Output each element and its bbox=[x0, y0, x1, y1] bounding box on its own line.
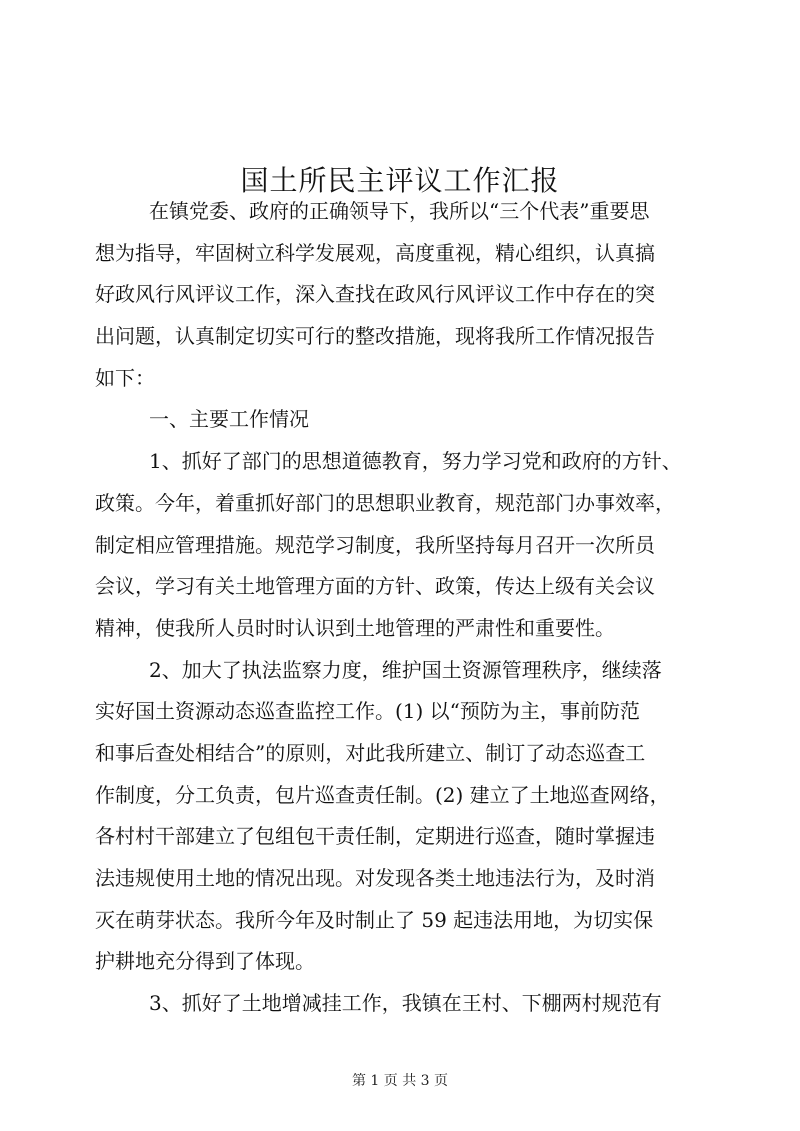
body-line: 想为指导，牢固树立科学发展观，高度重视，精心组织，认真搞 bbox=[95, 240, 655, 265]
body-line: 制定相应管理措施。规范学习制度，我所坚持每月召开一次所员 bbox=[95, 532, 655, 557]
body-line: 3、抓好了土地增减挂工作，我镇在王村、下棚两村规范有 bbox=[149, 991, 662, 1016]
body-line: 实好国土资源动态巡查监控工作。(1) 以“预防为主，事前防范 bbox=[95, 699, 640, 724]
page-footer: 第 1 页 共 3 页 bbox=[351, 1073, 449, 1089]
body-line: 法违规使用土地的情况出现。对发现各类土地违法行为，及时消 bbox=[95, 866, 655, 890]
body-line: 如下： bbox=[95, 365, 155, 390]
body-line: 1、抓好了部门的思想道德教育，努力学习党和政府的方针、 bbox=[149, 449, 682, 474]
body-line: 各村村干部建立了包组包干责任制，定期进行巡查，随时掌握违 bbox=[95, 824, 655, 849]
document-title: 国土所民主评议工作汇报 bbox=[240, 163, 560, 197]
body-line: 会议，学习有关土地管理方面的方针、政策，传达上级有关会议 bbox=[95, 574, 655, 599]
body-line: 精神，使我所人员时时认识到土地管理的严肃性和重要性。 bbox=[95, 615, 615, 640]
body-line: 在镇党委、政府的正确领导下，我所以“三个代表”重要思 bbox=[149, 199, 650, 223]
body-line: 政策。今年，着重抓好部门的思想职业教育，规范部门办事效率， bbox=[95, 490, 675, 515]
body-line: 2、加大了执法监察力度，维护国土资源管理秩序，继续落 bbox=[149, 657, 662, 682]
body-line: 好政风行风评议工作，深入查找在政风行风评议工作中存在的突 bbox=[95, 282, 655, 307]
body-line: 灭在萌芽状态。我所今年及时制止了 59 起违法用地，为切实保 bbox=[95, 907, 654, 932]
document-body bbox=[95, 191, 715, 1025]
body-line: 护耕地充分得到了体现。 bbox=[95, 949, 315, 974]
section-heading: 一、主要工作情况 bbox=[149, 407, 309, 432]
body-line: 作制度，分工负责，包片巡查责任制。(2) 建立了土地巡查网络， bbox=[95, 782, 670, 807]
body-line: 出问题，认真制定切实可行的整改措施，现将我所工作情况报告 bbox=[95, 324, 655, 349]
body-line: 和事后查处相结合”的原则，对此我所建立、制订了动态巡查工 bbox=[95, 740, 646, 765]
